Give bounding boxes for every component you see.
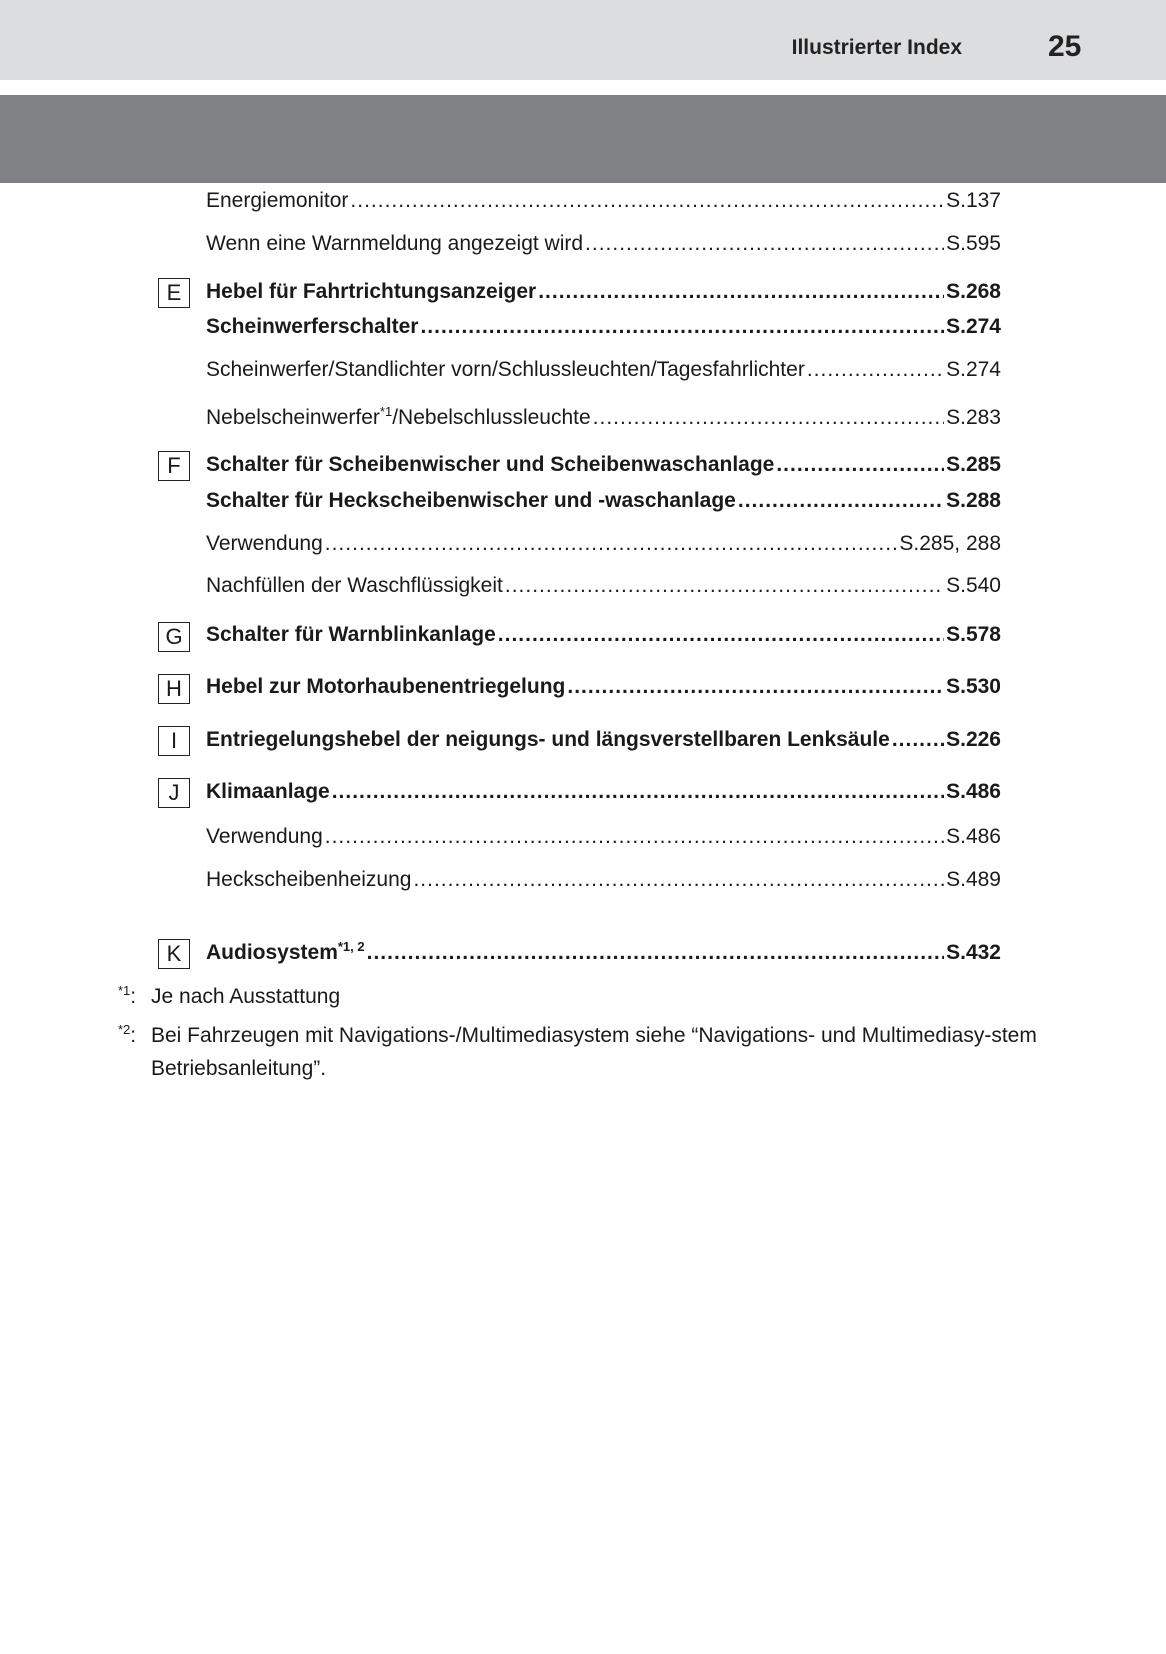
entry-label: Entriegelungshebel der neigungs- und längsverstellbaren Lenksäule [206,728,890,751]
entry-page: S.486 [946,825,1001,848]
entry-label: Energiemonitor [206,189,349,212]
footnote-ref: *1, 2 [337,939,365,954]
footnote-mark: $^{*2}$: [118,1022,137,1047]
callout-key-k: K [158,939,190,969]
index-entry [206,825,1001,855]
entry-page: S.137 [946,189,1001,212]
leader-dots [332,780,944,804]
index-entry [206,941,1001,971]
entry-page: S.268 [946,280,1001,303]
entry-page: S.285 [946,453,1001,476]
leader-dots [325,825,944,849]
callout-key-i: I [158,726,190,756]
index-entry [206,358,1001,388]
entry-label: Schalter für Scheibenwischer und Scheibenwaschanlage [206,453,775,476]
entry-page: S.595 [946,232,1001,255]
index-entry [206,453,1001,483]
entry-page: S.283 [946,406,1001,429]
entry-label: Scheinwerfer/Standlichter vorn/Schlussleuchten/Tagesfahrlichter [206,358,805,381]
leader-dots [567,675,944,699]
leader-dots [350,189,944,213]
index-entry [206,406,1001,436]
leader-dots [776,453,944,477]
callout-key-f: F [158,451,190,481]
leader-dots [892,728,944,752]
index-entry [206,574,1001,604]
entry-label: Hebel für Fahrtrichtungsanzeiger [206,280,537,303]
callout-key-j: J [158,778,190,808]
entry-label: Nebelscheinwerfer$^{*1}$/Nebelschlussleuchte [206,404,591,429]
section-title: Illustrierter Index [791,36,962,59]
entry-page: S.288 [946,489,1001,512]
index-entry [206,189,1001,219]
leader-dots [585,232,944,256]
index-entry [206,728,1001,758]
entry-page: S.226 [946,728,1001,751]
index-entry [206,532,1001,562]
leader-dots [593,406,944,430]
entry-page: S.274 [946,315,1001,338]
entry-label: Scheinwerferschalter [206,315,419,338]
index-entry [206,623,1001,653]
header-band [0,0,1166,80]
index-entry [206,232,1001,262]
page-number: 25 [1048,30,1082,63]
entry-label: Verwendung [206,532,323,555]
callout-key-h: H [158,674,190,704]
entry-label: Audiosystem$^{*1, 2}$ [206,939,365,964]
entry-label: Klimaanlage [206,780,330,803]
leader-dots [498,623,944,647]
index-entry [206,315,1001,345]
leader-dots [738,489,944,513]
footnote-ref: *1 [379,404,393,419]
leader-dots [538,280,944,304]
leader-dots [807,358,944,382]
footnote-text: Bei Fahrzeugen mit Navigations-/Multimediasystem siehe “Navigations- und Multimediasy-stem Betriebsanleitung”. [151,1024,1037,1080]
entry-page: S.285, 288 [899,532,1001,555]
entry-label: Schalter für Warnblinkanlage [206,623,496,646]
entry-page: S.530 [946,675,1001,698]
index-entry [206,868,1001,898]
entry-label: Hebel zur Motorhaubenentriegelung [206,675,566,698]
leader-dots [505,574,944,598]
entry-label: Schalter für Heckscheibenwischer und -waschanlage [206,489,736,512]
leader-dots [367,941,944,965]
leader-dots [420,315,944,339]
footnote-mark: $^{*1}$: [118,983,137,1008]
entry-page: S.274 [946,358,1001,381]
entry-page: S.578 [946,623,1001,646]
entry-page: S.486 [946,780,1001,803]
index-entry [206,675,1001,705]
entry-page: S.432 [946,941,1001,964]
entry-label: Heckscheibenheizung [206,868,412,891]
illustration-banner [0,95,1166,183]
entry-label: Verwendung [206,825,323,848]
index-entry [206,489,1001,519]
entry-label: Nachfüllen der Waschflüssigkeit [206,574,503,597]
entry-label: Wenn eine Warnmeldung angezeigt wird [206,232,584,255]
leader-dots [413,868,944,892]
callout-key-e: E [158,278,190,308]
entry-page: S.540 [946,574,1001,597]
footnote-text: Je nach Ausstattung [151,985,341,1008]
entry-page: S.489 [946,868,1001,891]
index-entry [206,780,1001,810]
callout-key-g: G [158,622,190,652]
index-entry [206,280,1001,310]
leader-dots [325,532,898,556]
